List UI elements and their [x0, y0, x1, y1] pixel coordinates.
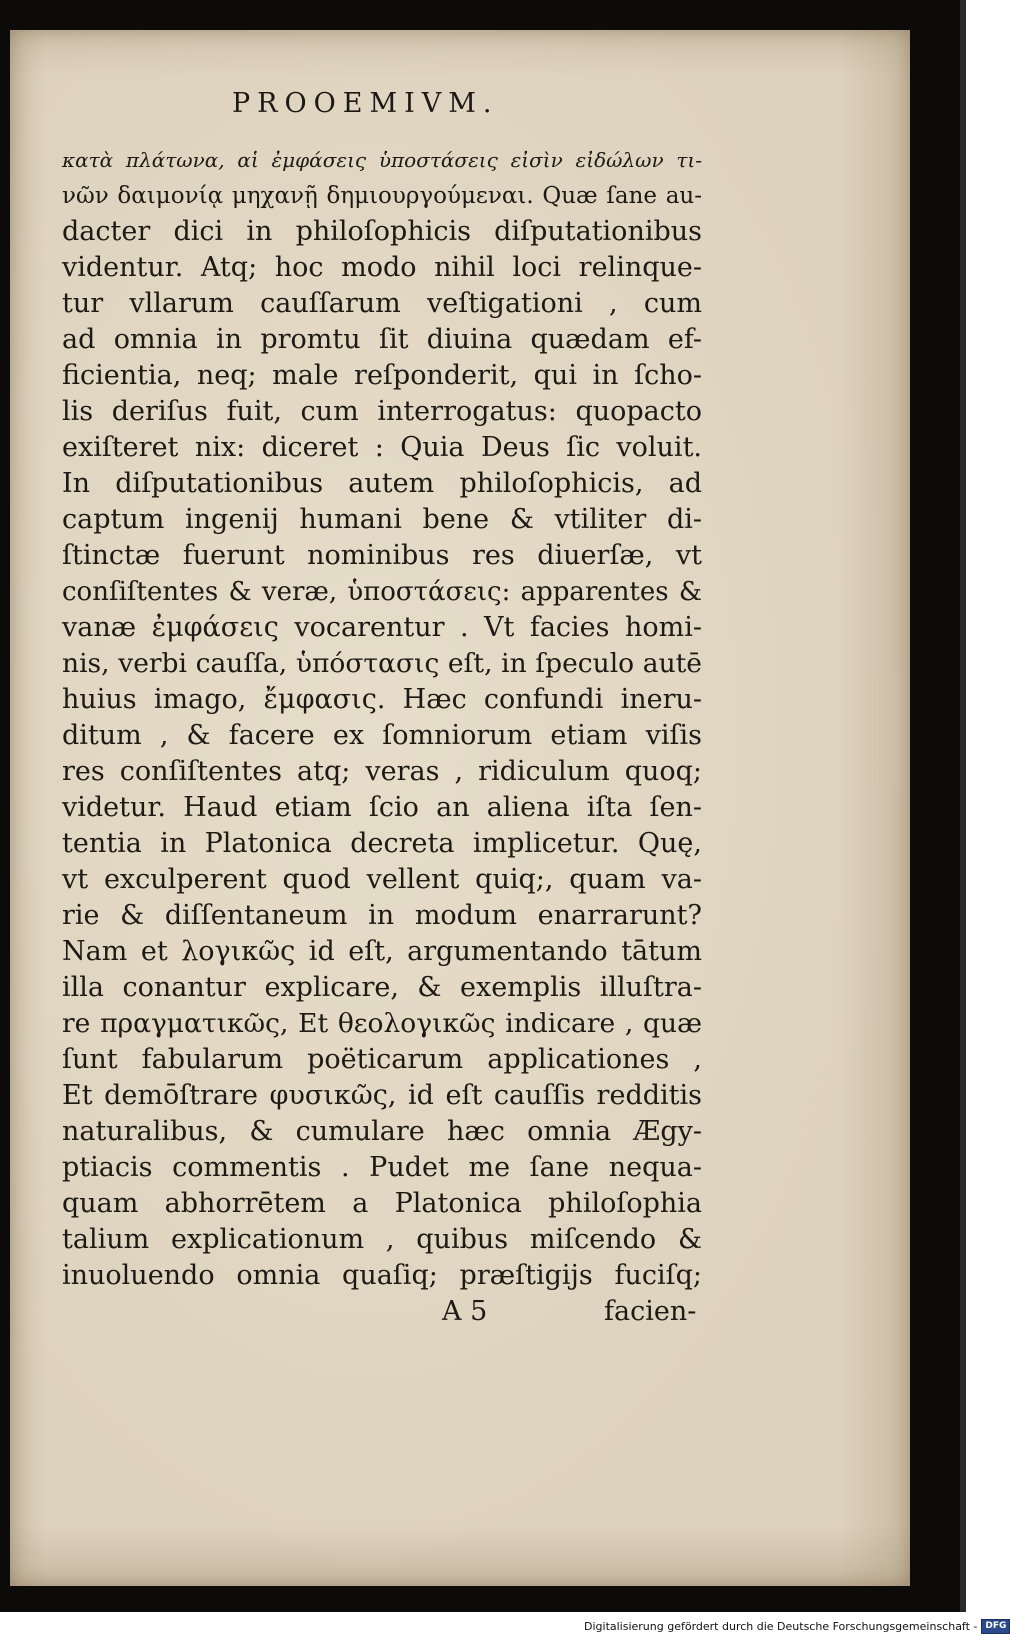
- text-line: ſtinctæ fuerunt nominibus res diuerſæ, vt: [62, 540, 702, 571]
- digitization-footer: [584, 1618, 1010, 1634]
- text-line: ficientia, neq; male reſponderit, qui in ſcho-: [62, 360, 702, 391]
- text-line: illa conantur explicare, & exemplis illuſtra-: [62, 972, 702, 1003]
- text-line: res conſiſtentes atq; veras , ridiculum quoq;: [62, 756, 702, 787]
- dfg-logo-icon: DFG: [981, 1619, 1010, 1634]
- text-line: vanæ ἐμφάσεις vocarentur . Vt facies homi-: [62, 612, 702, 643]
- text-line: νῶν δαιμονίᾳ μηχανῇ δημιουργούμεναι. Quæ ſane au-: [62, 183, 702, 209]
- text-line: tur vllarum cauſſarum veſtigationi , cum: [62, 288, 702, 319]
- text-line: videntur. Atq; hoc modo nihil loci relinque-: [62, 252, 702, 283]
- text-line: inuoluendo omnia quaſiq; præſtigijs fuciſq;: [62, 1260, 702, 1291]
- text-line: rie & diſſentaneum in modum enarrarunt?: [62, 900, 702, 931]
- text-line: talium explicationum , quibus miſcendo &: [62, 1224, 702, 1255]
- signature-line: [62, 1294, 702, 1330]
- text-line: nis, verbi cauſſa, ὑπόστασις eſt, in ſpeculo autē: [62, 648, 702, 679]
- text-line: huius imago, ἔμφασις. Hæc confundi ineru-: [62, 684, 702, 715]
- text-line: conſiſtentes & veræ, ὑποστάσεις: apparentes &: [62, 577, 702, 607]
- text-line: lis deriſus fuit, cum interrogatus: quopacto: [62, 396, 702, 427]
- text-line: vt exculperent quod vellent quiq;, quam va-: [62, 864, 702, 895]
- text-line: In diſputationibus autem philoſophicis, ad: [62, 468, 702, 499]
- text-line: dacter dici in philoſophicis diſputationibus: [62, 216, 702, 247]
- text-line: Nam et λογικῶς id eſt, argumentando tātum: [62, 936, 702, 967]
- text-line: ad omnia in promtu ſit diuina quædam ef-: [62, 324, 702, 355]
- running-head: PROOEMIVM.: [232, 88, 499, 119]
- text-line: videtur. Haud etiam ſcio an aliena iſta ſen-: [62, 792, 702, 823]
- footer-text: Digitalisierung gefördert durch die Deutsche Forschungsgemeinschaft -: [584, 1619, 978, 1633]
- body-text: [62, 142, 702, 1330]
- signature-mark: A 5: [442, 1296, 488, 1327]
- catchword: facien-: [604, 1296, 697, 1327]
- text-line: quam abhorrētem a Platonica philoſophia: [62, 1188, 702, 1219]
- text-line: ſunt fabularum poëticarum applicationes ,: [62, 1044, 702, 1075]
- text-line: re πραγματικῶς, Et θεολογικῶς indicare , quæ: [62, 1008, 702, 1039]
- text-line: Et demōſtrare φυσικῶς, id eſt cauſſis redditis: [62, 1080, 702, 1111]
- text-line: exiſteret nix: diceret : Quia Deus ſic voluit.: [62, 432, 702, 463]
- text-line: tentia in Platonica decreta implicetur. Quę,: [62, 828, 702, 859]
- text-line: captum ingenij humani bene & vtiliter di-: [62, 504, 702, 535]
- text-line: ptiacis commentis . Pudet me ſane nequa-: [62, 1152, 702, 1183]
- text-line: naturalibus, & cumulare hæc omnia Ægy-: [62, 1116, 702, 1147]
- text-line: κατὰ πλάτωνα, αἱ ἐμφάσεις ὑποστάσεις εἰσὶν εἰδώλων τι-: [62, 148, 702, 172]
- book-page: [10, 30, 910, 1586]
- text-line: ditum , & facere ex ſomniorum etiam viſis: [62, 720, 702, 751]
